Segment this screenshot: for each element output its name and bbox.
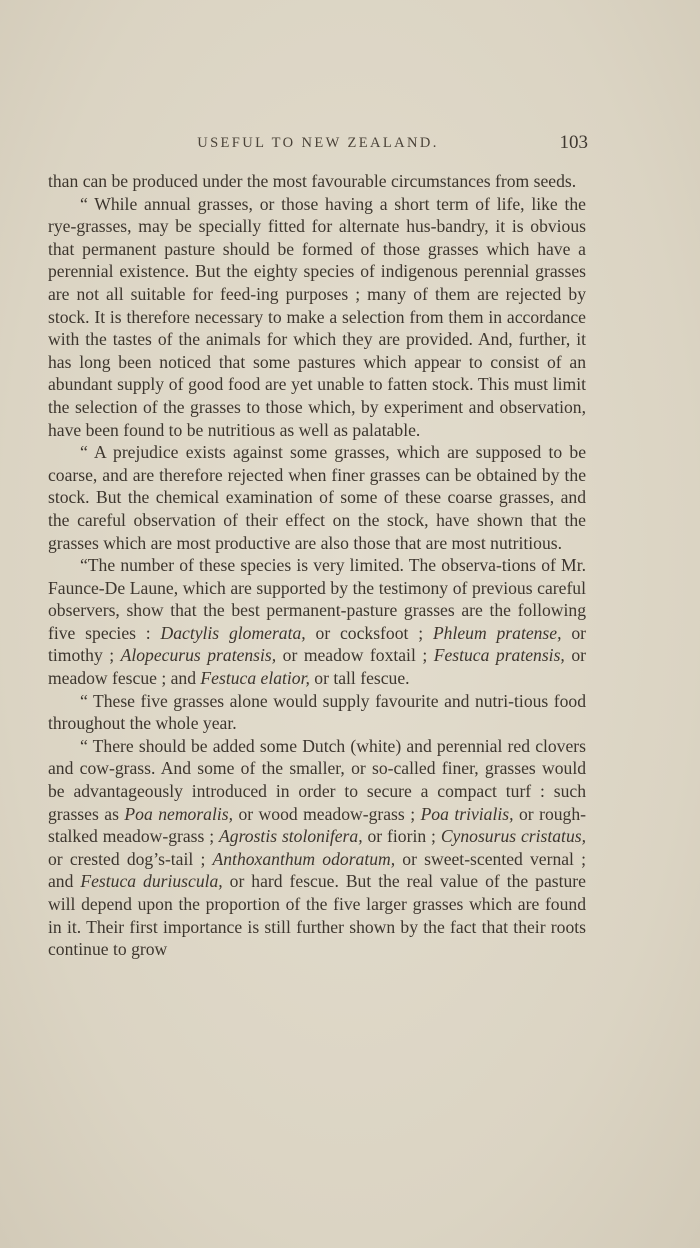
text-run: or meadow fescue ; and <box>48 645 586 689</box>
species-name: Poa nemoralis, <box>124 803 233 824</box>
paragraph-five-species <box>48 554 586 690</box>
species-name: Festuca duriuscula, <box>80 871 223 892</box>
paragraph-clovers <box>48 735 586 961</box>
text-run: “ There should be added some Dutch (white) and perennial red clovers and cow-grass. And some of the smaller, or so-called finer, grasses would be advantageously introduced in order to secure a compact turf : such grasses as <box>48 735 586 824</box>
text-run: or timothy ; <box>48 622 586 666</box>
paragraph-prejudice: “ A prejudice exists against some grasses, which are supposed to be coarse, and are therefore rejected when finer grasses can be obtained by the stock. But the chemical examination of some of these coarse grasses, and the careful observation of their effect on the stock, have shown that the grasses which are most productive are also those that are most nutritious. <box>48 442 586 553</box>
text-run: or tall fescue. <box>309 668 410 689</box>
text-run: or hard fescue. But the real value of the pasture will depend upon the proportion of the five larger grasses which are found in it. Their first importance is still further shown by the fact that their roots continue to grow <box>48 871 586 960</box>
text-run: or cocksfoot ; <box>305 622 433 643</box>
species-name: Cynosurus cristatus, <box>440 826 586 847</box>
text-run: or sweet-scented vernal ; and <box>48 848 586 892</box>
text-run: “The number of these species is very limited. The observa-tions of Mr. Faunce-De Laune, which are supported by the testimony of previous careful observers, show that the best permanent-pasture grasses are the following five species : <box>48 555 586 643</box>
paragraph-annual-grasses: “ While annual grasses, or those having a short term of life, like the rye-grasses, may be specially fitted for alternate hus-bandry, it is obvious that permanent pasture should be formed of those grasses which have a perennial existence. But the eighty species of indigenous perennial grasses are not all suitable for feed-ing purposes ; many of them are rejected by stock. It is therefore necessary to make a selection from them in accordance with the tastes of the animals for which they are provided. And, further, it has long been noticed that some pastures which appear to consist of an abundant supply of good food are yet unable to fatten stock. This must limit the selection of the grasses to those which, by experiment and observation, have been found to be nutritious as well as palatable. <box>48 193 586 440</box>
page-number: 103 <box>559 132 588 153</box>
species-name: Agrostis stolonifera, <box>219 826 363 847</box>
species-name: Festuca pratensis, <box>433 645 565 666</box>
species-name: Festuca elatior, <box>200 668 310 689</box>
paragraph-continuation: than can be produced under the most favourable circumstances from seeds. <box>48 171 577 191</box>
species-name: Alopecurus pratensis, <box>120 645 277 666</box>
running-head: USEFUL TO NEW ZEALAND. <box>197 135 439 151</box>
page-header <box>48 133 588 155</box>
text-run: or rough-stalked meadow-grass ; <box>48 803 586 847</box>
text-run: or fiorin ; <box>362 826 441 847</box>
species-name: Phleum pratense, <box>432 622 562 643</box>
text-run: or meadow foxtail ; <box>276 645 434 666</box>
text-run: or crested dog’s-tail ; <box>48 848 213 869</box>
species-name: Dactylis glomerata, <box>160 622 306 643</box>
body-text <box>48 170 586 961</box>
species-name: Poa trivialis, <box>420 803 514 824</box>
text-run: or wood meadow-grass ; <box>232 803 421 824</box>
paragraph-whole-year: “ These five grasses alone would supply favourite and nutri-tious food throughout the whole year. <box>48 690 586 734</box>
species-name: Anthoxanthum odoratum, <box>212 848 396 869</box>
